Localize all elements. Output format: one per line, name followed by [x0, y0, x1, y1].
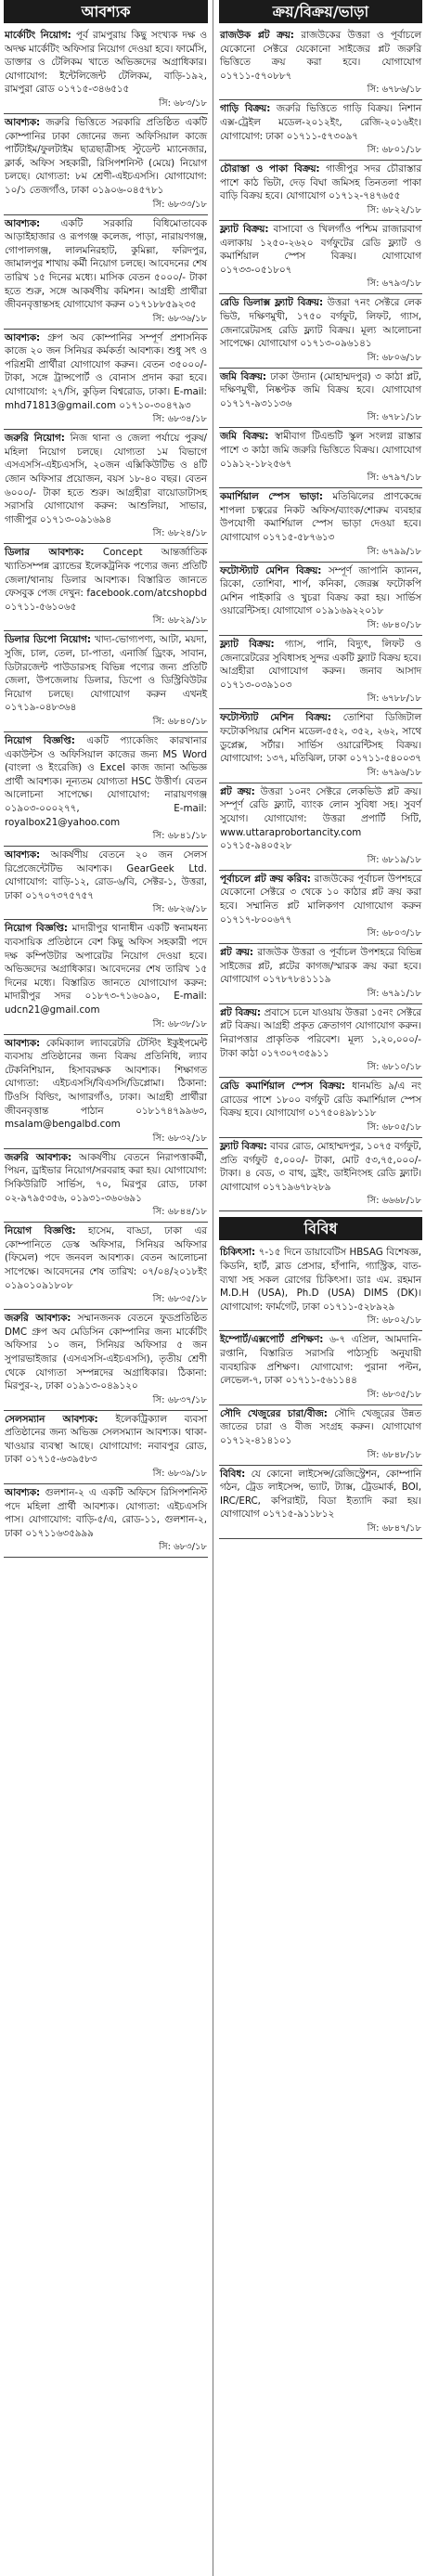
ad-reference: সি: ৬৮৪০/১৮: [367, 620, 421, 630]
classified-ad: [219, 100, 422, 161]
ad-headline: নিয়োগ বিজ্ঞপ্তি:: [5, 923, 68, 935]
ad-reference: সি: ৬৭৯৩/১৮: [367, 278, 421, 290]
classified-ad: [4, 1411, 208, 1484]
left-ad-list: [4, 27, 208, 1558]
ad-body: স্বামীবাগ টিএন্ডটি স্কুল সংলগ্ন রাস্তার পাশে ৩ কাঠা জমি জরুরি ভিত্তিতে বিক্রয়। যোগাযোগ: [220, 431, 421, 457]
classified-ad: [4, 114, 208, 215]
ad-headline: পূর্বাচলে প্লট ক্রয় করিব:: [220, 873, 311, 885]
ad-reference: সি: ৬৮৩৩/১৮: [152, 199, 207, 210]
ad-body: ধানমন্ডি ৯/এ নং রোডের পাশে ১৮০০ বর্গফুট রেডি কমার্শিয়াল স্পেস বিক্রয় হবে। যোগাযোগ: [220, 1081, 421, 1120]
left-column: [4, 0, 208, 2576]
ad-contact: ০১৭১৯-০৪৮৩৬৪: [5, 702, 77, 714]
ad-reference: সি: ৬৮২২/১৮: [367, 204, 421, 215]
ad-headline: প্লট বিক্রয়:: [220, 1006, 262, 1018]
ad-contact: ০১৭১৫-৩৪৬৫১৫: [57, 84, 130, 96]
right-ad-list: [219, 27, 422, 1211]
ad-reference: সি: ৬৮৪৭/১৮: [367, 1522, 421, 1534]
ad-body: উত্তরা ৭নং সেক্টরে লেক ভিউ, দক্ষিণমুখী, ১৭৫০ বর্গফুট, লিফট, গ্যাস, জেনারেটরসহ রেডি ফ্ল্যাট বিক্রয়। মূল্য আলোচনা সাপেক্ষে। যোগাযোগ: [220, 297, 421, 350]
ad-body: সৌদি খেজুরের উন্নত জাতের চারা ও বীজ সংগ্রহ করুন। যোগাযোগ: [220, 1407, 421, 1433]
ad-body: রাজউকের পূর্বাচল উপশহরে যেকোনো সেক্টরে ৩ থেকে ১০ কাঠার প্লট ক্রয় করা হবে। সম্মানিত প্লট মালিকগণ যোগাযোগ করুন: [220, 873, 422, 912]
ad-body: উত্তরা ১০নং সেক্টরে লেকভিউ প্লট ক্রয়। সম্পূর্ণ রেডি ফ্ল্যাট, ব্যাংক লোন সুবিধা সহ। সুবর্ণ সুযোগ। যোগাযোগ: উত্তরা প্রপার্টি সিটি, www.uttaraprobortancity.com: [220, 785, 421, 838]
classified-ad: [4, 330, 208, 431]
ad-body: প্রবাসে চলে যাওয়ায় উত্তরা ১৫নং সেক্টরে প্লট বিক্রয়। আগ্রহী প্রকৃত ক্রেতাগণ যোগাযোগ করুন। নিরাপত্তার প্রাকৃতিক পরিবেশ। মূল্য ১,২০,০০০/- টাকা কাঠা: [220, 1006, 421, 1059]
classified-ad: [219, 428, 422, 488]
ad-body: গ্যাস, পানি, বিদ্যুৎ, লিফট ও জেনারেটরের সুবিধাসহ সুন্দর একটি ফ্ল্যাট বিক্রয় হবে। আগ্রহীরা যোগাযোগ করুন। জনাব আসাদ: [220, 639, 421, 678]
ad-contact: ০১৯১৬৯২২০১৮: [315, 605, 384, 617]
ad-body: রাজউকের উত্তরা ও পূর্বাচলে যেকোনো সেক্টরে যেকোনো সাইজের প্লট জরুরি ভিত্তিতে ক্রয় করা হবে। যোগাযোগ: [220, 30, 421, 69]
classified-ad: [219, 709, 422, 783]
ad-body: জরুরি ভিত্তিতে সরকারি প্রতিষ্ঠিত একটি কোম্পানির ঢাকা জোনের জন্য অফিসিয়াল কাজে পার্টটাইম/ফুলটাইম ছাত্রছাত্রীসহ স্টুডেন্ট ম্যানেজার, ক্লার্ক, অফিস সহকারী, রিসিপশনিস্ট (মেয়ে) নিয়োগ চলছে। যোগ্যতা: ৮ম শ্রেণী-এইচএসসি। যোগাযোগ: ১০/১ তেজগাঁও, ঢাকা: [5, 116, 207, 196]
ad-body: বাসাবো ও খিলগাঁও পশ্চিম রাজারবাগ এলাকায় ১২৫০-২৬২০ বর্গফুটের রেডি ফ্ল্যাট ও কমার্শিয়াল স্পেস বিক্রয়। যোগাযোগ: [220, 223, 421, 263]
ad-body: আকর্ষণীয় বেতনে নিরাপত্তাকর্মী, পিয়ন, ড্রাইভার নিয়োগ/সরবরাহ করা হয়। যোগাযোগ: সিকিউরিটি সার্ভিস, ৭০, মিরপুর রোড, ঢাকা: [5, 1151, 207, 1190]
ad-reference: সি: ৬৮১০/১৮: [367, 1062, 421, 1073]
ad-reference: সি: ৬৭৮৮/১৮: [367, 693, 421, 705]
section-header-buy-sell-rent: ক্রয়/বিক্রয়/ভাড়া: [219, 0, 422, 23]
ad-contact: ০১৭১১-৫৬১১৪৪: [285, 1375, 357, 1387]
ad-body: পূর্ব রামপুরায় কিছু সংখ্যক দক্ষ ও অদক্ষ মার্কেটিং অফিসার নিয়োগ দেওয়া হবে। ফার্মেসি, ডাক্তার ও টেলিকম খাতে অভিজ্ঞদের অগ্রাধিকার। যোগাযোগ: ইন্টেলিজেন্ট টেলিকম, বাড়ি-১৯২, রামপুরা রোড: [5, 30, 207, 96]
ad-body: কেমিক্যাল ল্যাবরেটরি টেস্টিং ইকুইপমেন্ট ব্যবসায় প্রতিষ্ঠানের জন্য বিক্রয় প্রতিনিধি, ল্যাব টেকনিশিয়ান, হিসাবরক্ষক আবশ্যক। শিক্ষাগত যোগ্যতা: এইচএসসি/বিএসসি/ডিপ্লোমা। ঠিকানা: টিওসি বিল্ডিং, আগারগাঁও, ঢাকা। আগ্রহী প্রার্থীরা জীবনবৃত্তান্ত পাঠান: [5, 1037, 207, 1117]
ad-headline: আবশ্যক:: [5, 849, 41, 861]
ad-headline: রেডি কমার্শিয়াল স্পেস বিক্রয়:: [220, 1081, 345, 1093]
ad-headline: ডিলার ডিপো নিয়োগ:: [5, 634, 92, 646]
ad-headline: জরুরি নিয়োগ:: [5, 433, 65, 445]
ad-contact: ০১৭১৩-০৯৬১৪১: [300, 338, 372, 350]
section-header-miscellaneous: বিবিধ: [219, 1217, 422, 1240]
ad-headline: জমি বিক্রয়:: [220, 431, 269, 443]
ad-contact: ০১৭০৭৩৭৫৭৫৭: [25, 889, 94, 901]
classified-ad: [219, 369, 422, 429]
ad-body: খাদ্য-ভোগ্যপণ্য, আটা, ময়দা, সুজি, চাল, তেল, চা-পাতা, এনার্জি ড্রিংক, সাবান, ডিটারজেন্ট পাউডারসহ বিভিন্ন পণ্যের জন্য প্রতিটি জেলা, উপজেলায় ডিলার, ডিপো ও ডিস্ট্রিবিউটর নিয়োগ চলছে। যোগাযোগ করুন এখনই: [5, 634, 207, 700]
classified-ad: [219, 1331, 422, 1405]
ad-headline: প্লট ক্রয়:: [220, 785, 255, 797]
ad-reference: সি: ৬৭৯৯/১৮: [367, 546, 421, 557]
ad-headline: আবশ্যক:: [5, 331, 41, 343]
ad-reference: সি: ৬৭৯১/১৮: [367, 988, 421, 999]
right-column: [219, 0, 422, 2576]
classified-ad: [219, 161, 422, 221]
ad-contact: ০১৭১২-৭৪৭৬৫৫: [329, 190, 401, 202]
ad-reference: সি: ৬৮৩৭/১৮: [152, 1394, 207, 1405]
ad-reference: সি: ৬৮২৯/১৮: [152, 615, 207, 627]
ad-contact: ০১৭১১-৫৭০৮৮৭: [220, 70, 292, 82]
ad-body: হাসেম, বাড্ডা, ঢাকা এর কোম্পানিতে ডেস্ক অফিসার, সিনিয়র অফিসার (ফিমেল) পদে জনবল আবশ্যক। বেতন আলোচনা সাপেক্ষে। আবেদনের শেষ তারিখ: ০৭/০৪/২০১৮ইং: [5, 1225, 207, 1277]
classified-ad: [219, 1405, 422, 1466]
ad-headline: মার্কেটিং নিয়োগ:: [5, 30, 71, 41]
ad-contact: ০১৭৮৭৮৪১১১৯: [262, 974, 331, 986]
ad-reference: সি: ৬৮৪৮/১৮: [367, 1449, 421, 1460]
ad-contact: ০১৭১৭-৯৩১১৩৬: [220, 397, 292, 409]
ad-headline: আবশ্যক:: [5, 1487, 41, 1499]
ad-reference: সি: ৬৮০৫/১৮: [367, 1122, 421, 1133]
classified-ad: [219, 221, 422, 294]
ad-reference: সি: ৬৮৩/১৮: [159, 1542, 207, 1553]
ad-reference: সি: ৬৭৮১/১৮: [367, 412, 421, 423]
ad-headline: প্লট ক্রয়:: [220, 947, 254, 959]
ad-headline: কমার্শিয়াল স্পেস ভাড়া:: [220, 491, 323, 503]
misc-ad-list: [219, 1244, 422, 1539]
ad-body: আকর্ষণীয় বেতনে ২০ জন সেলস রিপ্রেজেন্টেটিভ আবশ্যক। GearGeek Ltd. যোগাযোগ: বাড়ি-১২, রোড-৬/বি, সেক্টর-১, উত্তরা, ঢাকা: [5, 849, 208, 901]
classified-ad: [4, 1149, 208, 1223]
ad-headline: আবশ্যক:: [5, 217, 41, 229]
ad-contact: ০১৯১২-১৮২৫৬৭: [220, 458, 292, 470]
ad-reference: সি: ৬৮০১/১৮: [367, 145, 421, 156]
ad-contact: ০১৭১২-৪১৪১০১: [220, 1434, 292, 1446]
ad-contact: ০১৭১৮৮৫৯২৩৫: [128, 299, 197, 311]
classified-ad: [219, 563, 422, 636]
ad-reference: সি: ৬৮২৬/১৮: [152, 904, 207, 915]
ad-body: সম্পূর্ণ জাপানি ক্যানন, রিকো, তোশিবা, শার্প, কনিকা, জেরক্স ফটোকপি মেশিন পাইকারি ও খুচরা বিক্রয় করা হয়। সার্ভিস ওয়ারেন্টিসহ। যোগাযোগ: [220, 564, 421, 617]
ad-headline: গাড়ি বিক্রয়:: [220, 103, 271, 115]
classified-ad: [4, 1484, 208, 1558]
ad-body: সম্মানজনক বেতনে ফুডপ্রতিষ্ঠিত DMC গ্রুপ অব মেডিসিন কোম্পানির জন্য মার্কেটিং অফিসার ১০ জন, সিনিয়র অফিসার ৫ জন সুপারভাইজার (এসএসসি-এইচএসসি), তৃতীয় শ্রেণী থেকে যোগ্যতা সম্পন্নদের অগ্রাধিকার। ঠিকানা: মিরপুর-২, ঢাকা: [5, 1313, 207, 1392]
ad-body: নিজ থানা ও জেলা পর্যায়ে পুরুষ/মহিলা নিয়োগ চলছে। যোগ্যতা ১ম বিভাগে এসএসসি-এইচএসসি, ২০জন এক্সিকিউটিভ ও ৪টি জোন অফিসার প্রয়োজন, বয়স ১৮-৪০ বছর। বেতন ৬০০০/- টাকা হতে শুরু। আগ্রহীরা বায়োডাটাসহ সরাসরি যোগাযোগ করুন: আশুলিয়া, সাভার, গাজীপুর: [5, 433, 207, 525]
ad-headline: জরুরি আবশ্যক:: [5, 1313, 71, 1325]
ad-contact: ০১৮৭৩-৭১৬০৯০, E-mail: udcn21@gmail.com: [5, 990, 208, 1016]
ad-reference: সি: ৬৮৪১/১৮: [152, 831, 207, 842]
ad-headline: ফটোস্ট্যাট মেশিন বিক্রয়:: [220, 712, 331, 724]
ad-reference: সি: ৬৮৩৯/১৮: [152, 1469, 207, 1480]
ad-body: মাদারীপুর থানাধীন একটি স্বনামধন্য ব্যবসায়িক প্রতিষ্ঠানে বেশ কিছু অফিস সহকারী পদে দক্ষ কম্পিউটার অপারেটর নিয়োগ দেওয়া হবে। অভিজ্ঞদের অগ্রাধিকার। আবেদনের শেষ তারিখ ১৫ দিনের মধ্যে। বিস্তারিত জানতে যোগাযোগ করুন: মাদারীপুর সদর: [5, 923, 207, 1003]
classified-ad: [219, 1004, 422, 1078]
ad-reference: সি: ৬৮০২/১৮: [367, 1315, 421, 1327]
ad-headline: ফ্ল্যাট বিক্রয়:: [220, 1141, 267, 1153]
ad-reference: সি: ৬৮৩৬/১৮: [152, 313, 207, 324]
ad-contact: ০১৭১৫-৫৮৭৬১৩: [262, 532, 335, 544]
ad-body: যে কোনো লাইসেন্স/রেজিস্ট্রেশন, কোম্পানি গঠন, ট্রেড লাইসেন্স, ভ্যাট, ট্যাক্স, ট্রেডমার্ক, BOI, IRC/ERC, কপিরাইট, বিডা ইত্যাদি করা হয়। যোগাযোগ: [220, 1468, 422, 1521]
classified-ad: [219, 1078, 422, 1138]
ad-contact: ০১৭১৫-৬৩৯৫৮৩: [25, 1454, 97, 1466]
classified-ad: [4, 544, 208, 631]
ad-body: একটি প্যাকেজিং কারখানার একাউন্টস ও অফিসিয়াল কাজের জন্য MS Word (বাংলা ও ইংরেজি) ও Excel কাজ জানা অভিজ্ঞ প্রার্থী আবশ্যক। নূন্যতম যোগ্যতা HSC উত্তীর্ণ। বেতন আলোচনা সাপেক্ষে। যোগাযোগ: নারায়ণগঞ্জ: [5, 734, 207, 801]
ad-reference: সি: ৬৮৩/১৮: [159, 97, 207, 109]
ad-headline: নিয়োগ বিজ্ঞপ্তি:: [5, 1225, 76, 1237]
ad-headline: সেলসম্যান আবশ্যক:: [5, 1413, 98, 1425]
ad-headline: আবশ্যক:: [5, 1037, 41, 1049]
ad-body: ঢাকা উদ্যান (মোহাম্মদপুর) ৩ কাঠা প্লট, দক্ষিণমুখী, নিষ্কণ্টক জমি বিক্রয় হবে। যোগাযোগ: [220, 370, 421, 396]
classified-ad: [219, 488, 422, 562]
ad-contact: ০১৭১৯৬৭৮২৮৯: [262, 1181, 331, 1193]
ad-reference: সি: ৬৮০৩/১৮: [367, 928, 421, 939]
classified-ad: [219, 871, 422, 944]
ad-reference: সি: ৬৮২৪/১৮: [152, 528, 207, 539]
ad-contact: ০১৭১০-৩০৪৭৯৩: [119, 399, 191, 411]
classified-ad: [219, 636, 422, 709]
ad-body: গাজীপুর সদর চৌরাস্তার পাশে কাঠ ভিটা, দেড় বিঘা জমিসহ তিনতলা পাকা বাড়ি বিক্রয় হবে। যোগাযোগ: [220, 163, 421, 202]
ad-headline: ডিলার আবশ্যক:: [5, 547, 84, 559]
ad-headline: রাজউক প্লট ক্রয়:: [220, 30, 294, 41]
ad-contact: ০১৭১৩-০৩৯১০৩: [220, 679, 292, 691]
ad-body: Concept আন্তর্জাতিক খ্যাতিসম্পন্ন ব্র্যান্ডের ইলেকট্রনিক পণ্যের জন্য প্রতিটি জেলা/থানায় ডিলার আবশ্যক। বিস্তারিত জানতে ফেসবুক পেজ দেখুন: facebook.com/atcshopbd: [5, 547, 207, 600]
classified-ad: [4, 27, 208, 114]
ad-body: ইলেকট্রিক্যাল ব্যবসা প্রতিষ্ঠানের জন্য অভিজ্ঞ সেলসম্যান আবশ্যক। থাকা-খাওয়ার ব্যবস্থা আছে। যোগাযোগ: নবাবপুর রোড, ঢাকা: [5, 1413, 207, 1466]
ad-reference: সি: ৬৭৯৭/১৮: [367, 472, 421, 484]
ad-contact: ০১৭১৫-৯৪০৫২৮: [220, 840, 292, 852]
ad-contact: ০১৭১১৬৩৫৯৯৯: [25, 1527, 94, 1539]
ad-reference: সি: ৬৮১৯/১৮: [367, 854, 421, 865]
classified-ad: [4, 732, 208, 847]
ad-contact: ০১৭৩০৭৩৫৯১১: [261, 1047, 329, 1059]
ad-headline: ফটোস্ট্যাট মেশিন বিক্রয়:: [220, 564, 322, 576]
ad-contact: ০১৭৫০৪৯৮১১৮: [307, 1107, 377, 1120]
ad-contact: ০১৭১৭-৮০০৬৭৭: [220, 913, 292, 926]
ad-headline: চিকিৎসা:: [220, 1247, 256, 1259]
ad-contact: ০১৭১১-৫২৮৯২৯: [322, 1301, 395, 1313]
ad-reference: সি: ৬৮৩৪/১৮: [152, 414, 207, 425]
ad-reference: সি: ৬৭৮৬/১৮: [367, 84, 421, 96]
ad-body: গুলশান-২ এ একটি অফিসে রিসিপশনিস্ট পদে মহিলা প্রার্থী আবশ্যক। যোগ্যতা: এইচএসসি পাস। যোগাযোগ: বাড়ি-৫/এ, রোড-১১, গুলশান-২, ঢাকা: [5, 1487, 207, 1539]
classified-ad: [219, 944, 422, 1004]
ad-headline: ফ্ল্যাট বিক্রয়:: [220, 639, 275, 650]
classified-ad: [4, 430, 208, 544]
ad-headline: সৌদি খেজুরের চারা/বীজ:: [220, 1407, 328, 1419]
ad-contact: ০১৯০১০৯১৮০৮: [5, 1279, 73, 1291]
ad-body: মতিঝিলের প্রাণকেন্দ্রে শাপলা চত্বরের নিকট অফিস/ব্যাংক/শোরুম ব্যবহার উপযোগী কমার্শিয়াল স্পেস ভাড়া দেওয়া হবে। যোগাযোগ: [220, 491, 421, 544]
ad-reference: সি: ৬৭৯৬/১৮: [367, 767, 421, 778]
ad-reference: সি: ৬৮৩৫/১৮: [367, 1389, 421, 1400]
ad-reference: সি: ৬৬৬৮/১৮: [367, 1196, 421, 1207]
ad-headline: চৌরাস্তা ও পাকা বিক্রয়:: [220, 163, 320, 175]
ad-headline: আবশ্যক:: [5, 116, 41, 128]
ad-contact: ০১৯০৩-০০০২৭৭, E-mail: royalbox21@yahoo.com: [5, 802, 207, 828]
ad-reference: সি: ৬৮৪৪/১৮: [152, 1207, 207, 1218]
ad-contact: ০১৯০৬-০৪৫৭৮১: [92, 184, 164, 196]
section-header-wanted: আবশ্যক: [4, 0, 208, 23]
ad-contact: ০১৭১৫-৯১১৮১২: [262, 1508, 335, 1521]
ad-body: তোশিবা ডিজিটাল ফটোকপিয়ার মেশিন মডেল-৫৫২, ৩৫২, ২৬২, সাথে ডুপ্লেক্স, সর্টার। সার্ভিস ওয়ারেন্টিসহ বিক্রয়। যোগাযোগ: ১৩৭, মতিঝিল, ঢাকা: [220, 712, 421, 765]
classified-ad: [219, 1244, 422, 1331]
ad-contact: ০১৯১৩-০৪৯১২০: [66, 1380, 138, 1392]
ad-contact: ০১৭১১-৫৬১০৬৫: [5, 601, 77, 613]
classified-ad: [219, 783, 422, 871]
ad-body: ৬-৭ এপ্রিল, আমদানি-রপ্তানি, বিস্তারিত সরাসরি পাঠ্যসূচি অনুযায়ী ব্যবহারিক প্রশিক্ষণ। যোগাযোগ: পুরানা পল্টন, লেভেল-৭, ঢাকা: [220, 1334, 421, 1387]
ad-reference: সি: ৬৮৩৮/১৮: [152, 1018, 207, 1029]
ad-body: বাবর রোড, মোহাম্মদপুর, ১০৭৫ বর্গফুট, প্রতি বর্গফুট ৫,০০০/- টাকা, মোট ৫৩,৭৫,০০০/- টাকা। ৪ বেড, ৩ বাথ, ড্রইং, ডাইনিংসহ রেডি ফ্ল্যাট। যোগাযোগ: [220, 1141, 421, 1193]
classified-ad: [4, 1223, 208, 1310]
classified-ad: [219, 27, 422, 100]
ad-reference: সি: ৬৮৩৫/১৮: [152, 1294, 207, 1305]
classified-ad: [219, 294, 422, 368]
ad-headline: রেডি ডিলাক্স ফ্ল্যাট বিক্রয়:: [220, 297, 324, 309]
classified-ad: [4, 215, 208, 330]
classified-ad: [4, 847, 208, 920]
ad-reference: সি: ৬৮৩২/১৮: [152, 1133, 207, 1144]
ad-reference: সি: ৬৮৪০/১৮: [152, 716, 207, 727]
classified-ad: [4, 1035, 208, 1149]
ad-headline: নিয়োগ বিজ্ঞপ্তি:: [5, 734, 75, 746]
ad-contact: ০২-৯৭৯৫৩৫৬, ০১৯৩১-৩৬০৬৯১: [5, 1192, 142, 1204]
ad-body: ৭-১৫ দিনে ডায়াবেটিস HBSAG বিশেষজ্ঞ, কিডনি, হার্ট, ব্লাড প্রেসার, হাঁপানি, গ্যাস্ট্রিক, বাত-ব্যথা সহ সকল রোগের চিকিৎসা। ডাঃ এম. রহমান M.D.H (USA), Ph.D (USA) DIMS (DK)। যোগাযোগ: ফার্মগেট, ঢাকা: [220, 1247, 421, 1313]
ad-contact: ০১৭১৩-০৯১৬৯৪: [39, 513, 112, 525]
classified-ad: [4, 631, 208, 732]
ad-headline: জরুরি আবশ্যক:: [5, 1151, 72, 1163]
ad-headline: ফ্ল্যাট বিক্রয়:: [220, 223, 269, 235]
ad-contact: ০১৮১৭৪৭৯৯৬৩, msalam@bengalbd.com: [5, 1105, 207, 1131]
ad-reference: সি: ৬৮০৬/১৮: [367, 352, 421, 363]
classified-ad: [219, 1138, 422, 1211]
ad-headline: জমি বিক্রয়:: [220, 370, 267, 382]
ad-contact: ০১৭৩৩-০৫১৮০৭: [220, 264, 292, 276]
ad-body: গ্রুপ অব কোম্পানির সম্পূর্ণ প্রশাসনিক কাজে ২০ জন সিনিয়র কর্মকর্তা আবশ্যক। শুধু সৎ ও পরিশ্রমী প্রার্থীরা যোগাযোগ করুন। বেতন ৩৫০০০/- টাকা, সঙ্গে ট্রান্সপোর্ট ও বোনাস প্রদান করা হবে। যোগাযোগ: ২৭/সি, কুড়িল বিশ্বরোড, ঢাকা। E-mail: mhd71813@gmail.com: [5, 331, 207, 411]
ad-body: একটি সরকারি বিধিমোতাবেক আড়াইহাজার ও রূপগঞ্জ কলেজ, পাড়া, নারায়ণগঞ্জ, গোপালগঞ্জ, লালমনিরহাট, কুমিল্লা, ফরিদপুর, জামালপুর শাখায় কর্মী নিয়োগ চলছে। আবেদনের শেষ তারিখ ১৫ দিনের মধ্যে। মাসিক বেতন ৫০০০/- টাকা হতে শুরু, সঙ্গে আকর্ষণীয় কমিশন। আগ্রহী প্রার্থীরা জীবনবৃত্তান্তসহ যোগাযোগ করুন: [5, 217, 207, 311]
classified-ad: [4, 920, 208, 1034]
ad-headline: ইম্পোর্ট/এক্সপোর্ট প্রশিক্ষণ:: [220, 1334, 324, 1346]
ad-body: জরুরি ভিত্তিতে গাড়ি বিক্রয়। নিশান এক্স-ট্রেইল মডেল-২০১২ইং, রেজি-২০১৬ইং। যোগাযোগ: ঢাকা: [220, 103, 421, 142]
ad-contact: ০১৭১১-৫৭৩০৯৭: [286, 130, 358, 142]
ad-headline: বিবিধ:: [220, 1468, 246, 1480]
classified-ad: [4, 1310, 208, 1411]
ad-contact: ০১৭১১-৫৪০০৩৭: [349, 753, 421, 765]
classified-ad: [219, 1466, 422, 1539]
ad-body: রাজউক উত্তরা ও পূর্বাচল উপশহরে বিভিন্ন সাইজের প্লট, প্লটের কাগজ/স্মারক ক্রয় করা হবে। যোগাযোগ: [220, 947, 421, 986]
